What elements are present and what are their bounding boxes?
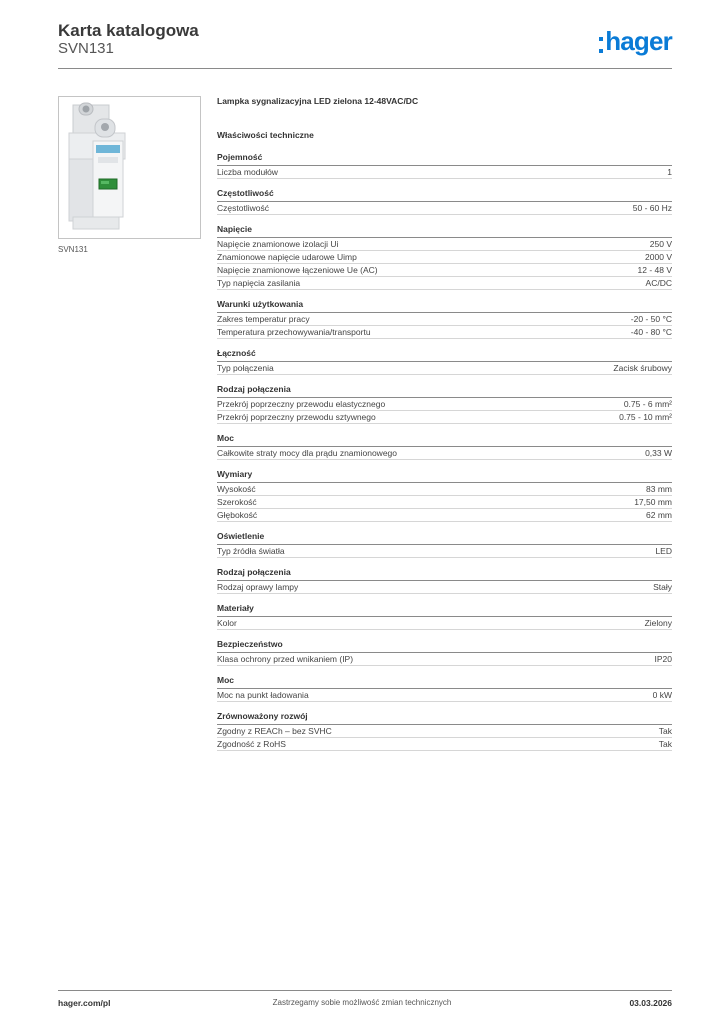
spec-label: Szerokość xyxy=(217,497,257,507)
spec-label: Temperatura przechowywania/transportu xyxy=(217,327,371,337)
spec-row xyxy=(217,264,672,277)
signal-lamp-device-icon xyxy=(59,97,200,238)
footer-date: 03.03.2026 xyxy=(629,998,672,1008)
spec-value: AC/DC xyxy=(645,278,672,288)
spec-value: -20 - 50 °C xyxy=(630,314,672,324)
spec-group-title: Częstotliwość xyxy=(217,188,672,202)
spec-value: 0.75 - 10 mm² xyxy=(619,412,672,422)
spec-row xyxy=(217,617,672,630)
spec-row xyxy=(217,251,672,264)
hager-logo[interactable] xyxy=(599,28,672,58)
spec-label: Liczba modułów xyxy=(217,167,278,177)
spec-group-title: Pojemność xyxy=(217,152,672,166)
footer-disclaimer: Zastrzegamy sobie możliwość zmian technicznych xyxy=(272,998,452,1007)
spec-value: -40 - 80 °C xyxy=(630,327,672,337)
logo-text: hager xyxy=(605,26,672,56)
spec-value: Zielony xyxy=(644,618,672,628)
spec-group-title: Moc xyxy=(217,433,672,447)
spec-label: Typ napięcia zasilania xyxy=(217,278,301,288)
technical-properties-heading: Właściwości techniczne xyxy=(217,130,314,140)
spec-group xyxy=(217,299,672,339)
spec-label: Typ połączenia xyxy=(217,363,274,373)
spec-value: 12 - 48 V xyxy=(637,265,672,275)
spec-label: Przekrój poprzeczny przewodu elastycznego xyxy=(217,399,386,409)
spec-value: Zacisk śrubowy xyxy=(613,363,672,373)
spec-row xyxy=(217,581,672,594)
spec-label: Zakres temperatur pracy xyxy=(217,314,310,324)
spec-group xyxy=(217,603,672,630)
spec-value: 62 mm xyxy=(646,510,672,520)
spec-row xyxy=(217,545,672,558)
spec-label: Typ źródła światła xyxy=(217,546,285,556)
spec-label: Zgodność z RoHS xyxy=(217,739,286,749)
spec-group-title: Oświetlenie xyxy=(217,531,672,545)
product-description: Lampka sygnalizacyjna LED zielona 12-48VAC/DC xyxy=(217,96,419,106)
product-image-caption: SVN131 xyxy=(58,245,88,254)
spec-label: Napięcie znamionowe izolacji Ui xyxy=(217,239,339,249)
spec-group xyxy=(217,348,672,375)
spec-row xyxy=(217,362,672,375)
spec-label: Napięcie znamionowe łączeniowe Ue (AC) xyxy=(217,265,378,275)
spec-label: Zgodny z REACh – bez SVHC xyxy=(217,726,332,736)
spec-row xyxy=(217,725,672,738)
spec-label: Przekrój poprzeczny przewodu sztywnego xyxy=(217,412,376,422)
spec-label: Rodzaj oprawy lampy xyxy=(217,582,299,592)
spec-group-title: Wymiary xyxy=(217,469,672,483)
spec-group-title: Rodzaj połączenia xyxy=(217,384,672,398)
footer-website-link[interactable]: hager.com/pl xyxy=(58,998,111,1008)
spec-group-title: Warunki użytkowania xyxy=(217,299,672,313)
spec-group xyxy=(217,639,672,666)
spec-group-title: Łączność xyxy=(217,348,672,362)
spec-value: 0,33 W xyxy=(645,448,672,458)
spec-group-title: Materiały xyxy=(217,603,672,617)
spec-label: Klasa ochrony przed wnikaniem (IP) xyxy=(217,654,354,664)
product-image xyxy=(58,96,201,239)
spec-row xyxy=(217,277,672,290)
spec-value: 50 - 60 Hz xyxy=(632,203,672,213)
spec-row xyxy=(217,166,672,179)
spec-value: 250 V xyxy=(649,239,672,249)
spec-group-title: Zrównoważony rozwój xyxy=(217,711,672,725)
spec-row xyxy=(217,398,672,411)
spec-label: Moc na punkt ładowania xyxy=(217,690,309,700)
spec-row xyxy=(217,738,672,751)
spec-row xyxy=(217,689,672,702)
logo-colon-icon xyxy=(599,37,603,53)
spec-value: Tak xyxy=(658,739,672,749)
document-title: Karta katalogowa xyxy=(58,21,199,40)
spec-row xyxy=(217,496,672,509)
spec-row xyxy=(217,326,672,339)
spec-value: 83 mm xyxy=(646,484,672,494)
spec-label: Wysokość xyxy=(217,484,256,494)
spec-value: IP20 xyxy=(654,654,672,664)
spec-row xyxy=(217,238,672,251)
document-subtitle: SVN131 xyxy=(58,40,114,57)
spec-group-title: Moc xyxy=(217,675,672,689)
spec-group xyxy=(217,675,672,702)
spec-row xyxy=(217,202,672,215)
spec-label: Głębokość xyxy=(217,510,258,520)
spec-group xyxy=(217,152,672,179)
spec-label: Całkowite straty mocy dla prądu znamionowego xyxy=(217,448,398,458)
spec-value: 2000 V xyxy=(645,252,672,262)
spec-label: Częstotliwość xyxy=(217,203,269,213)
spec-groups xyxy=(217,152,672,751)
spec-group xyxy=(217,711,672,751)
spec-value: 0.75 - 6 mm² xyxy=(623,399,672,409)
spec-row xyxy=(217,411,672,424)
spec-group xyxy=(217,224,672,290)
spec-value: LED xyxy=(655,546,672,556)
header-divider xyxy=(58,68,672,69)
spec-group xyxy=(217,469,672,522)
spec-group xyxy=(217,567,672,594)
spec-label: Znamionowe napięcie udarowe Uimp xyxy=(217,252,357,262)
spec-group xyxy=(217,188,672,215)
spec-row xyxy=(217,313,672,326)
spec-row xyxy=(217,509,672,522)
spec-group xyxy=(217,433,672,460)
spec-group-title: Napięcie xyxy=(217,224,672,238)
spec-group xyxy=(217,384,672,424)
spec-value: 17,50 mm xyxy=(634,497,672,507)
spec-row xyxy=(217,447,672,460)
footer-divider xyxy=(58,990,672,991)
spec-row xyxy=(217,653,672,666)
spec-value: Stały xyxy=(653,582,672,592)
spec-value: Tak xyxy=(658,726,672,736)
spec-label: Kolor xyxy=(217,618,237,628)
spec-group-title: Rodzaj połączenia xyxy=(217,567,672,581)
spec-row xyxy=(217,483,672,496)
spec-content xyxy=(217,96,672,760)
spec-group xyxy=(217,531,672,558)
spec-value: 0 kW xyxy=(652,690,672,700)
spec-group-title: Bezpieczeństwo xyxy=(217,639,672,653)
spec-value: 1 xyxy=(667,167,672,177)
